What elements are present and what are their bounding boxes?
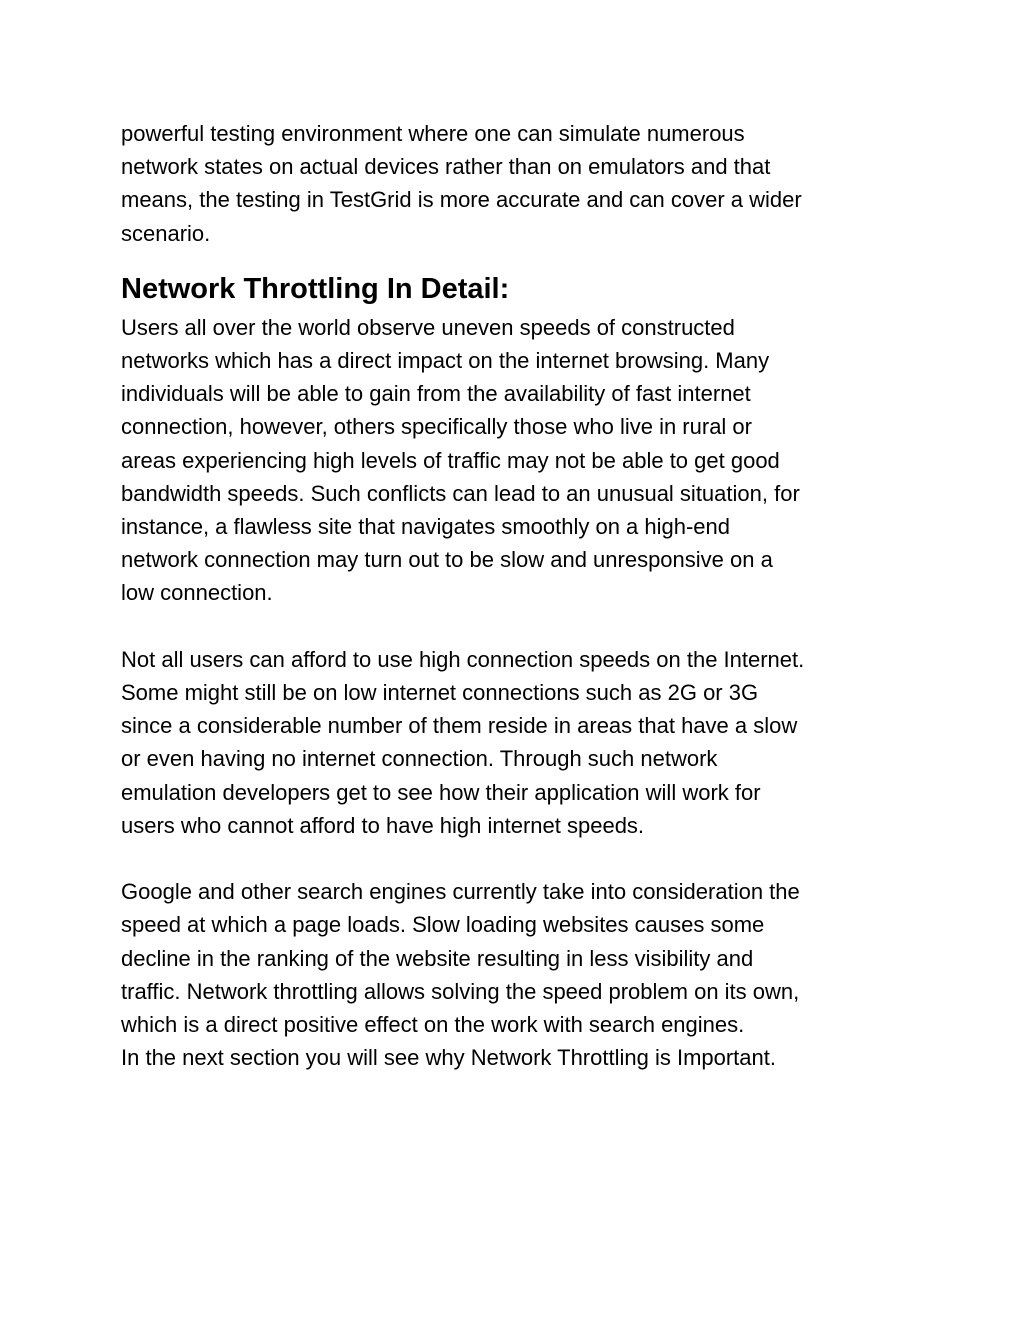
text-line: decline in the ranking of the website resulting in less visibility and xyxy=(121,945,754,971)
text-line: network connection may turn out to be slow and unresponsive on a xyxy=(121,547,773,573)
text-line: Some might still be on low internet connections such as 2G or 3G xyxy=(121,680,759,706)
paragraph-gap xyxy=(121,842,911,875)
paragraph-1 xyxy=(121,311,911,643)
paragraph-2 xyxy=(121,643,911,875)
text-line: bandwidth speeds. Such conflicts can lead to an unusual situation, for xyxy=(121,480,800,506)
text-line: or even having no internet connection. Through such network xyxy=(121,746,718,772)
text-line: Google and other search engines currently take into consideration the xyxy=(121,879,800,905)
paragraph-gap xyxy=(121,610,911,643)
section-heading: Network Throttling In Detail: xyxy=(121,272,510,305)
text-line: users who cannot afford to have high internet speeds. xyxy=(121,812,645,838)
text-line: network states on actual devices rather than on emulators and that xyxy=(121,154,771,180)
text-line: scenario. xyxy=(121,220,211,246)
paragraph-3 xyxy=(121,875,911,1074)
text-line: areas experiencing high levels of traffic may not be able to get good xyxy=(121,447,780,473)
text-line: connection, however, others specifically those who live in rural or xyxy=(121,414,752,440)
text-line: networks which has a direct impact on the internet browsing. Many xyxy=(121,348,770,374)
text-line: Not all users can afford to use high connection speeds on the Internet. xyxy=(121,646,805,672)
intro-paragraph xyxy=(121,117,911,250)
text-line: instance, a flawless site that navigates smoothly on a high-end xyxy=(121,514,731,540)
text-line: speed at which a page loads. Slow loading websites causes some xyxy=(121,912,765,938)
text-line: In the next section you will see why Network Throttling is Important. xyxy=(121,1045,776,1071)
text-line: individuals will be able to gain from the availability of fast internet xyxy=(121,381,751,407)
text-line: low connection. xyxy=(121,580,273,606)
document-page xyxy=(121,117,911,1074)
text-line: powerful testing environment where one can simulate numerous xyxy=(121,121,745,146)
text-line: emulation developers get to see how their application will work for xyxy=(121,779,761,805)
text-line: which is a direct positive effect on the work with search engines. xyxy=(121,1012,745,1038)
text-line: since a considerable number of them reside in areas that have a slow xyxy=(121,713,798,739)
text-line: Users all over the world observe uneven speeds of constructed xyxy=(121,314,735,340)
text-line: means, the testing in TestGrid is more accurate and can cover a wider xyxy=(121,187,802,213)
text-line: traffic. Network throttling allows solving the speed problem on its own, xyxy=(121,978,800,1004)
